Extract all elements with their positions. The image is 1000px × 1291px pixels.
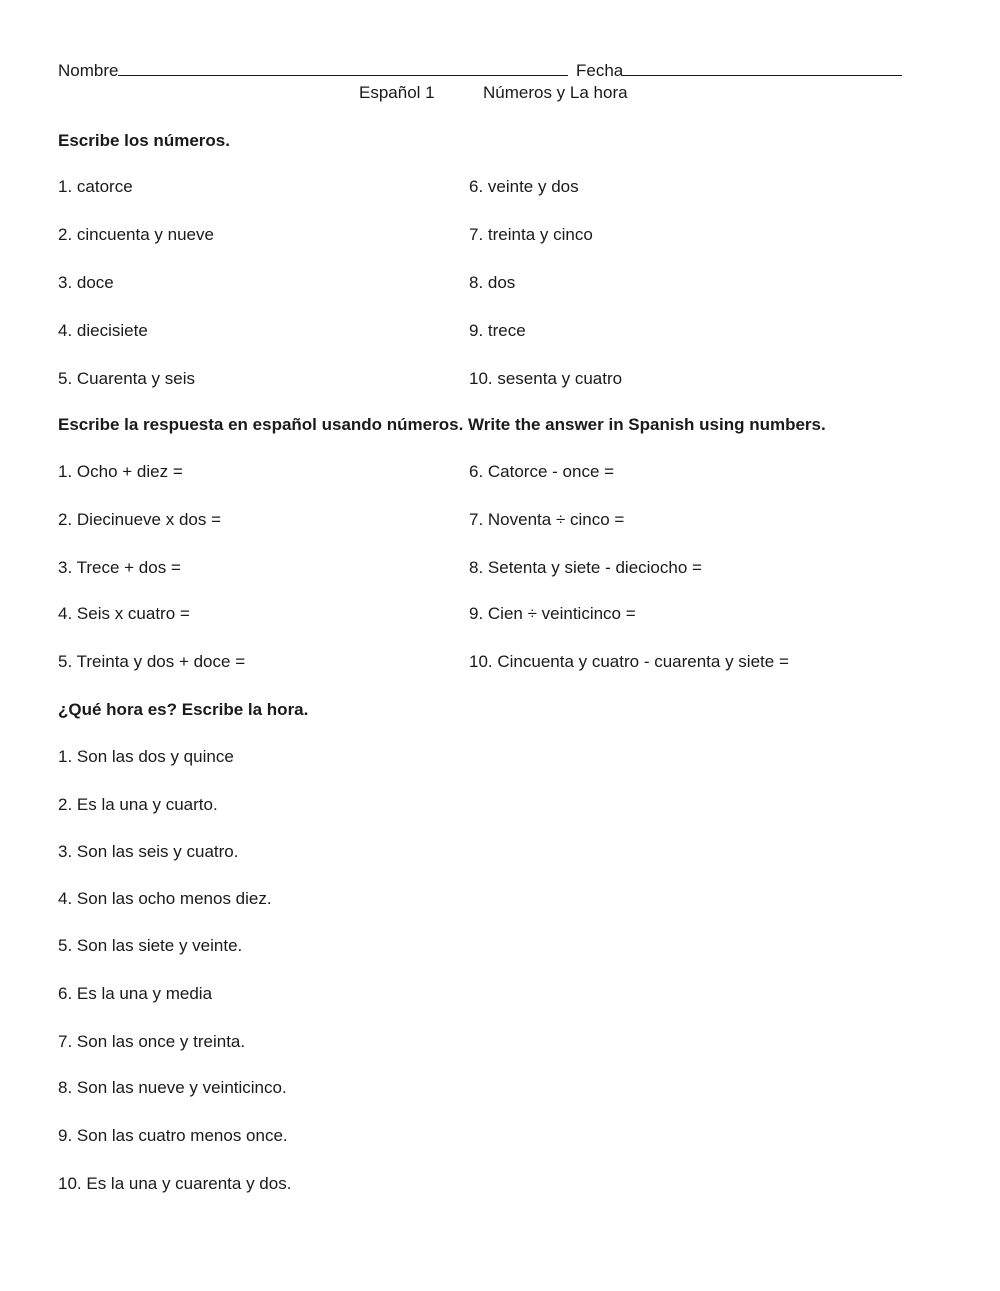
section3-item: 3. Son las seis y cuatro. [58, 842, 239, 861]
section2-item: 1. Ocho + diez = [58, 462, 183, 481]
section3-item: 8. Son las nueve y veinticinco. [58, 1078, 287, 1097]
section2-item: 2. Diecinueve x dos = [58, 510, 222, 529]
topic-title: Números y La hora [483, 83, 628, 102]
section1-item: 2. cincuenta y nueve [58, 225, 214, 244]
name-label: Nombre [58, 61, 119, 80]
section1-item: 5. Cuarenta y seis [58, 369, 196, 388]
section2-item: 3. Trece + dos = [58, 558, 181, 577]
section1-item: 4. diecisiete [58, 321, 148, 340]
section3-item: 10. Es la una y cuarenta y dos. [58, 1174, 292, 1193]
section1-item: 7. treinta y cinco [469, 225, 593, 244]
section1-item: 9. trece [469, 321, 526, 340]
section3-item: 2. Es la una y cuarto. [58, 795, 218, 814]
section3-item: 6. Es la una y media [58, 984, 213, 1003]
name-field [58, 59, 568, 81]
section2-item: 9. Cien ÷ veinticinco = [469, 604, 636, 623]
section1-title: Escribe los números. [58, 131, 230, 150]
date-label: Fecha [576, 61, 624, 80]
section3-title: ¿Qué hora es? Escribe la hora. [58, 700, 309, 719]
section3-item: 7. Son las once y treinta. [58, 1032, 246, 1051]
section1-item: 8. dos [469, 273, 516, 292]
section1-item: 3. doce [58, 273, 114, 292]
course-name: Español 1 [359, 83, 435, 102]
section3-item: 5. Son las siete y veinte. [58, 936, 243, 955]
section2-title: Escribe la respuesta en español usando números. Write the answer in Spanish using numbers. [58, 415, 826, 434]
name-blank-line [118, 59, 568, 76]
section2-item: 4. Seis x cuatro = [58, 604, 190, 623]
section2-item: 6. Catorce - once = [469, 462, 615, 481]
section2-item: 8. Setenta y siete - dieciocho = [469, 558, 702, 577]
section1-item: 10. sesenta y cuatro [469, 369, 623, 388]
section3-item: 4. Son las ocho menos diez. [58, 889, 272, 908]
section2-item: 5. Treinta y dos + doce = [58, 652, 246, 671]
section1-item: 6. veinte y dos [469, 177, 579, 196]
section2-item: 7. Noventa ÷ cinco = [469, 510, 625, 529]
section3-item: 1. Son las dos y quince [58, 747, 234, 766]
date-field [576, 59, 902, 81]
section1-item: 1. catorce [58, 177, 133, 196]
section2-item: 10. Cincuenta y cuatro - cuarenta y siete = [469, 652, 789, 671]
date-blank-line [623, 59, 902, 76]
section3-item: 9. Son las cuatro menos once. [58, 1126, 288, 1145]
